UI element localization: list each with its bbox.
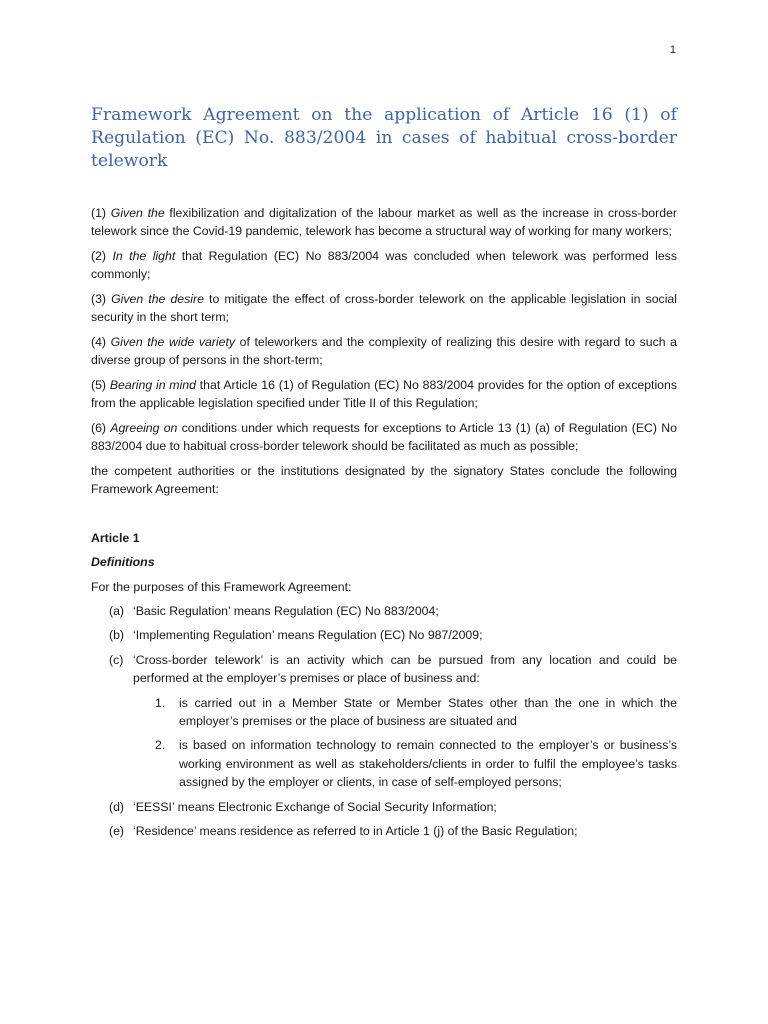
sub-item	[133, 694, 677, 731]
recital-number: (1)	[91, 206, 107, 220]
section-heading: Definitions	[91, 555, 155, 570]
recital-text: that Article 16 (1) of Regulation (EC) No 883/2004 provides for the option of exceptions from the applicable legislation specified under Title II of this Regulation;	[91, 378, 678, 411]
recital-1	[91, 204, 677, 241]
recital-6	[91, 419, 677, 456]
sub-list	[133, 694, 677, 792]
definition-marker: (a)	[109, 604, 125, 619]
definition-text: ‘EESSI’ means Electronic Exchange of Social Security Information;	[133, 799, 497, 814]
sub-item-text: is carried out in a Member State or Member States other than the one in which the employer’s premises or the place of business are situated and	[179, 695, 677, 729]
page-number: 1	[669, 44, 676, 56]
definition-item	[91, 798, 677, 816]
sub-item	[133, 736, 677, 791]
recitals	[91, 204, 677, 499]
definition-marker: (b)	[109, 628, 125, 643]
recital-text: flexibilization and digitalization of the labour market as well as the increase in cross-border telework since the Covid-19 pandemic, telework has become a structural way of working for many workers;	[91, 206, 677, 239]
recital-number: (3)	[91, 292, 107, 306]
recital-3	[91, 290, 677, 327]
document-body	[91, 104, 677, 847]
definition-text: ‘Basic Regulation’ means Regulation (EC) No 883/2004;	[133, 604, 439, 619]
recital-number: (5)	[91, 378, 107, 392]
article-intro: For the purposes of this Framework Agreement:	[91, 579, 352, 594]
recital-lead: Bearing in mind	[109, 378, 196, 392]
definition-text: ‘Cross-border telework’ is an activity which can be pursued from any location and could be performed at the employer’s premises or place of business and:	[133, 652, 677, 686]
recital-lead: In the light	[112, 249, 176, 263]
definition-item	[91, 651, 677, 792]
sub-item-text: is based on information technology to remain connected to the employer’s or business’s working environment as well as stakeholders/clients in order to fulfil the employee’s tasks assigned by the employer or clients, in case of self-employed persons;	[179, 738, 677, 790]
conclusion-paragraph: the competent authorities or the institutions designated by the signatory States conclude the following Framework Agreement:	[91, 464, 677, 497]
recital-5	[91, 376, 677, 413]
definitions-list	[91, 602, 677, 840]
recital-lead: Given the desire	[111, 292, 204, 306]
recital-text: to mitigate the effect of cross-border telework on the applicable legislation in social security in the short term;	[91, 292, 678, 325]
recital-lead: Given the	[110, 206, 165, 220]
recital-4	[91, 333, 677, 370]
definition-text: ‘Implementing Regulation’ means Regulation (EC) No 987/2009;	[133, 628, 483, 643]
recital-number: (6)	[91, 421, 107, 435]
definition-marker: (e)	[109, 824, 125, 839]
recital-text: of teleworkers and the complexity of realizing this desire with regard to such a diverse group of persons in the short-term;	[91, 335, 677, 368]
definition-item	[91, 822, 677, 840]
definition-item	[91, 602, 677, 620]
recital-text: that Regulation (EC) No 883/2004 was concluded when telework was performed less commonly;	[91, 249, 677, 282]
recital-2	[91, 247, 677, 284]
definition-marker: (d)	[109, 799, 125, 814]
definition-item	[91, 626, 677, 644]
article-heading: Article 1	[91, 530, 140, 545]
recital-lead: Given the wide variety	[110, 335, 236, 349]
definition-marker: (c)	[109, 652, 124, 667]
definition-text: ‘Residence’ means residence as referred to in Article 1 (j) of the Basic Regulation;	[133, 824, 578, 839]
sub-item-marker: 2.	[155, 738, 166, 753]
sub-item-marker: 1.	[155, 695, 166, 710]
recital-text: conditions under which requests for exceptions to Article 13 (1) (a) of Regulation (EC) No 883/2004 due to habitual cross-border telework should be facilitated as much as possible;	[91, 421, 677, 454]
recital-number: (2)	[91, 249, 107, 263]
recital-lead: Agreeing on	[110, 421, 178, 435]
document-title: Framework Agreement on the application of Article 16 (1) of Regulation (EC) No. 883/2004 in cases of habitual cross-border telework	[91, 105, 677, 171]
recital-number: (4)	[91, 335, 107, 349]
